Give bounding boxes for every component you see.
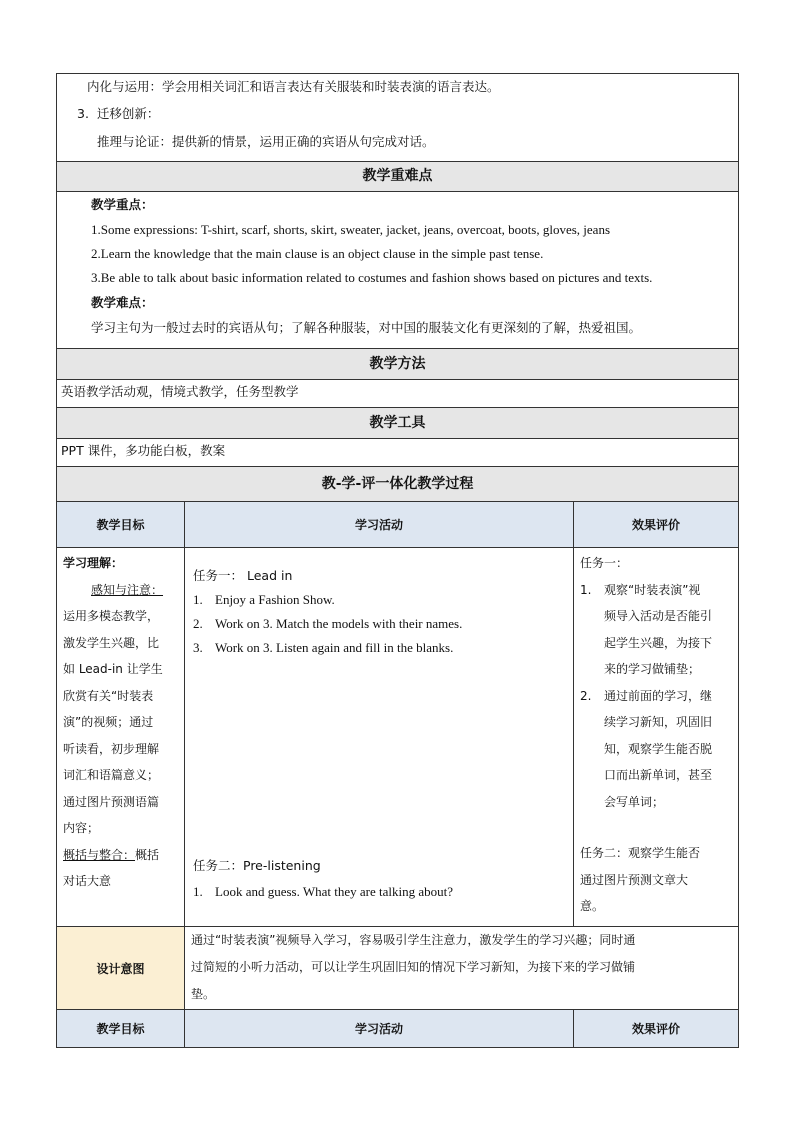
col-evaluation-header-2: 效果评价 bbox=[574, 1010, 739, 1048]
task2-title: 任务二：Pre-listening bbox=[193, 858, 321, 873]
methods-row bbox=[57, 380, 739, 408]
activity-cell bbox=[185, 548, 574, 927]
eval-task1-title: 任务一： bbox=[580, 556, 629, 570]
goal-summarize-line bbox=[63, 842, 184, 869]
task1-item: 1. Enjoy a Fashion Show. bbox=[193, 592, 335, 607]
item-number: 3. bbox=[77, 106, 89, 121]
objectives-continuation-row bbox=[57, 74, 739, 162]
goal-cell bbox=[57, 548, 185, 927]
design-intent-label: 设计意图 bbox=[57, 927, 185, 1010]
process-column-header-row bbox=[57, 502, 739, 548]
goal-title: 学习理解： bbox=[63, 556, 124, 570]
process-column-header-row-2 bbox=[57, 1010, 739, 1048]
goal-line: 听读看，初步理解 bbox=[63, 741, 160, 756]
col-goal-header: 教学目标 bbox=[57, 502, 185, 548]
process-content-row bbox=[57, 548, 739, 927]
goal-line: 欣赏有关“时装表 bbox=[63, 688, 154, 703]
goal-subtitle-summarize: 概括与整合： bbox=[63, 847, 136, 862]
task2-block bbox=[193, 854, 569, 904]
col-goal-header-2: 教学目标 bbox=[57, 1010, 185, 1048]
task1-item: 3. Work on 3. Listen again and fill in the blanks. bbox=[193, 640, 454, 655]
task1-title: 任务一： Lead in bbox=[193, 568, 293, 583]
col-evaluation-header: 效果评价 bbox=[574, 502, 739, 548]
lesson-plan-table bbox=[56, 73, 739, 1048]
design-intent-row bbox=[57, 927, 739, 1010]
tools-row bbox=[57, 439, 739, 467]
task1-list bbox=[193, 588, 573, 660]
goal-line: 演”的视频；通过 bbox=[63, 715, 154, 729]
design-intent-text bbox=[185, 927, 739, 1010]
design-intent-line: 通过“时装表演”视频导入学习，容易吸引学生注意力，激发学生的学习兴趣；同时通 bbox=[191, 933, 636, 947]
design-intent-line: 过简短的小听力活动，可以让学生巩固旧知的情况下学习新知，为接下来的学习做铺 bbox=[191, 960, 636, 974]
goal-summarize-tail: 概括 bbox=[135, 847, 160, 862]
goal-line: 运用多模态教学， bbox=[63, 609, 160, 623]
eval-item: 1. 观察“时装表演”视 频导入活动是否能引 起学生兴趣，为接下 来的学习做铺垫； bbox=[580, 582, 713, 676]
difficult-points-label: 教学难点： bbox=[91, 295, 154, 310]
key-point-item: 1.Some expressions: T-shirt, scarf, shorts, skirt, sweater, jacket, jeans, overcoat, boots, gloves, jeans bbox=[91, 222, 611, 237]
methods-header: 教学方法 bbox=[57, 349, 739, 380]
goal-line: 如 Lead-in 让学生 bbox=[63, 662, 163, 676]
eval-task2-line: 任务二：观察学生能否 bbox=[580, 846, 701, 860]
goal-subtitle-perceive: 感知与注意： bbox=[91, 582, 164, 597]
methods-header-row bbox=[57, 349, 739, 380]
eval-task2-line: 通过图片预测文章大 bbox=[580, 872, 689, 887]
transfer-innovate-heading bbox=[57, 103, 738, 131]
eval-item: 2. 通过前面的学习，继 续学习新知，巩固旧 知，观察学生能否脱 口而出新单词，甚至 会写单词； bbox=[580, 688, 713, 809]
process-header-row bbox=[57, 467, 739, 502]
goal-line: 激发学生兴趣，比 bbox=[63, 635, 160, 650]
col-activity-header: 学习活动 bbox=[185, 502, 574, 548]
eval-task1-list bbox=[580, 577, 734, 816]
tools-text: PPT 课件，多功能白板，教案 bbox=[57, 439, 739, 467]
evaluation-cell bbox=[574, 548, 739, 927]
methods-text: 英语教学活动观，情境式教学，任务型教学 bbox=[57, 380, 739, 408]
goal-line: 内容； bbox=[63, 821, 100, 835]
task1-item: 2. Work on 3. Match the models with their names. bbox=[193, 616, 463, 631]
key-difficult-row bbox=[57, 192, 739, 349]
task2-list bbox=[193, 880, 569, 904]
goal-line: 对话大意 bbox=[63, 874, 112, 888]
eval-task2-block bbox=[580, 840, 734, 920]
difficult-points-text: 学习主句为一般过去时的宾语从句；了解各种服装，对中国的服装文化有更深刻的了解，热爱祖国。 bbox=[91, 320, 642, 335]
col-activity-header-2: 学习活动 bbox=[185, 1010, 574, 1048]
key-point-item: 2.Learn the knowledge that the main clause is an object clause in the simple past tense. bbox=[91, 246, 544, 261]
key-difficult-header: 教学重难点 bbox=[57, 162, 739, 192]
key-point-item: 3.Be able to talk about basic information related to costumes and fashion shows based on pictures and texts. bbox=[91, 270, 653, 285]
process-header: 教-学-评一体化教学过程 bbox=[57, 467, 739, 502]
key-points-label: 教学重点： bbox=[91, 197, 154, 212]
goal-line: 词汇和语篇意义； bbox=[63, 768, 160, 782]
lesson-plan-page bbox=[56, 73, 738, 1048]
key-difficult-header-row bbox=[57, 162, 739, 192]
internalize-apply-text: 内化与运用：学会用相关词汇和语言表达有关服装和时装表演的语言表达。 bbox=[87, 79, 500, 94]
reasoning-text: 推理与论证：提供新的情景，运用正确的宾语从句完成对话。 bbox=[97, 134, 435, 149]
design-intent-line: 垫。 bbox=[191, 987, 216, 1001]
task2-item: 1. Look and guess. What they are talking about? bbox=[193, 884, 454, 899]
tools-header: 教学工具 bbox=[57, 408, 739, 439]
goal-line: 通过图片预测语篇 bbox=[63, 794, 160, 809]
tools-header-row bbox=[57, 408, 739, 439]
transfer-innovate-label: 迁移创新： bbox=[96, 106, 160, 121]
eval-task2-line: 意。 bbox=[580, 899, 605, 913]
